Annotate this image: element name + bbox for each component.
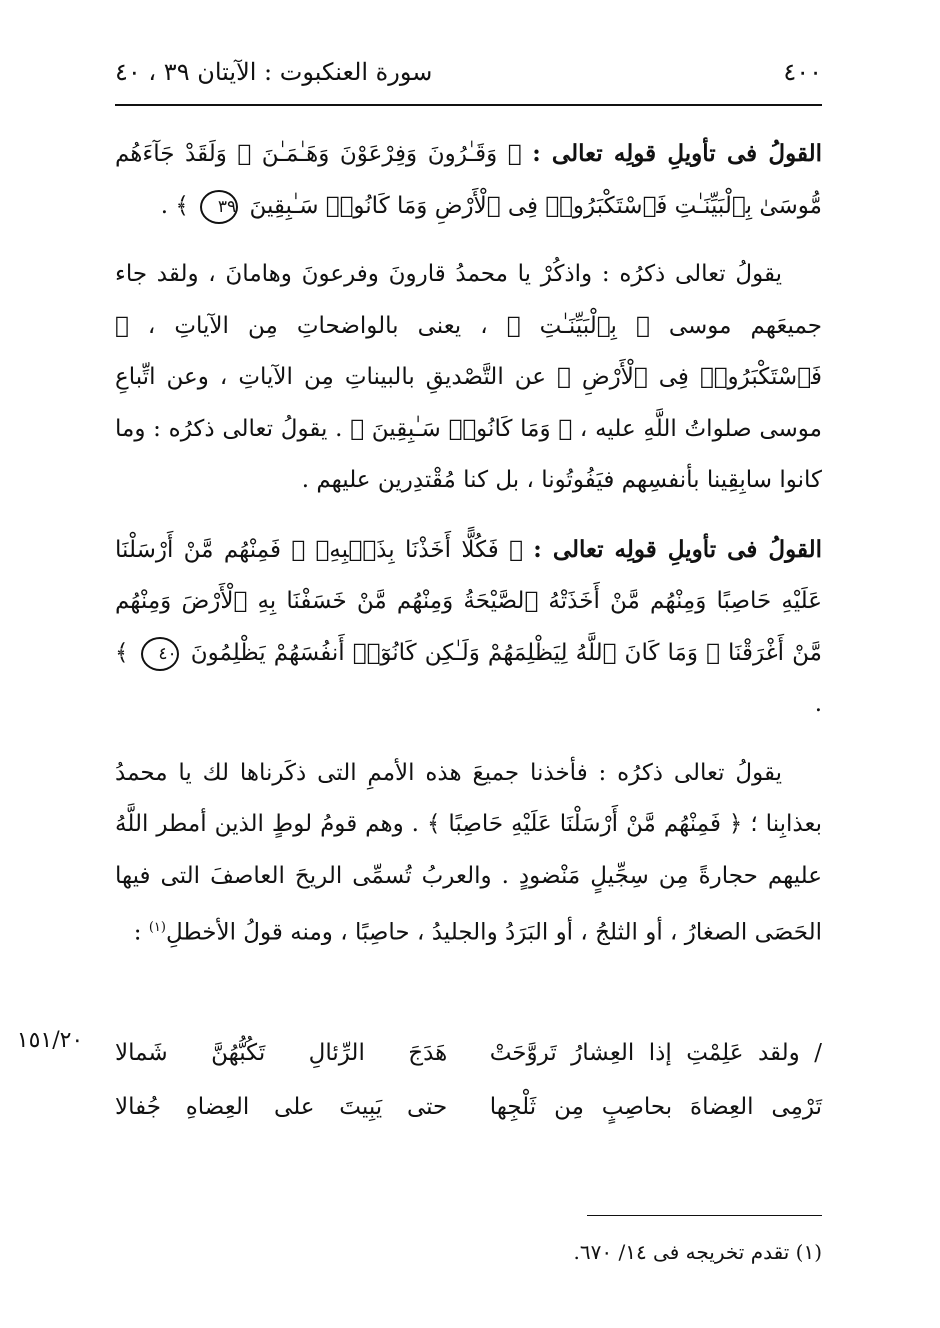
commentary-paragraph	[115, 748, 822, 960]
footnote: (١) تقدم تخريجه فى ١٤/ ٦٧٠.	[573, 1240, 822, 1264]
footnote-marker: (١)	[148, 920, 166, 935]
verse-close: ﴾ .	[160, 192, 189, 219]
heading-lead: القولُ فى تأويلِ قولِه تعالى :	[533, 535, 822, 563]
footnote-rule	[587, 1215, 822, 1216]
verse-close: ﴾ .	[115, 639, 822, 717]
poem-verse	[115, 1080, 822, 1134]
hemistich-first: / ولقد عَلِمْتِ إذا العِشارُ تَروَّحَتْ	[489, 1040, 822, 1066]
commentary-text: يقولُ تعالى ذكرُه : فأخذنا جميعَ هذه الأممِ التى ذكَرناها لك يا محمدُ بعذابِنا ؛ ﴿ فَمِنْهُم مَّنْ أَرْسَلْنَا عَلَيْهِ حَاصِبًا ﴾ . وهم قومُ لوطٍ الذين أمطر اللَّهُ عليهم حجارةً مِن سِجِّيلٍ مَنْضودٍ . والعربُ تُسمِّى الريحَ العاصفَ التى فيها الحَصَى الصغارُ ، أو الثلجُ ، أو البَرَدُ والجليدُ ، حاصِبًا ، ومنه قولُ الأخطلِ	[115, 759, 822, 946]
section-heading-39	[115, 128, 822, 232]
quran-verse-39: ﴿ وَقَـٰرُونَ وَفِرْعَوْنَ وَهَـٰمَـٰنَ ۖ وَلَقَدْ جَآءَهُم مُّوسَىٰ بِٱلْبَيِّنَـٰتِ فَٱسْتَكْبَرُوا۟ فِى ٱلْأَرْضِ وَمَا كَانُوا۟ سَـٰبِقِينَ	[115, 141, 822, 219]
header-rule	[115, 104, 822, 106]
hemistich-first: تَرْمِى العِضاهَ بحاصِبٍ مِن ثَلْجِها	[489, 1094, 822, 1120]
hemistich-second: حتى يَبِيتَ على العِضاهِ جُفالا	[115, 1094, 448, 1120]
ayah-number-marker: ٣٩	[200, 190, 238, 224]
main-text	[115, 128, 822, 959]
hemistich-second: هَدَجَ الرِّئالِ تَكُبُّهُنَّ شَمالا	[115, 1040, 448, 1066]
heading-lead: القولُ فى تأويلِ قولِه تعالى :	[532, 140, 822, 167]
poem-block	[115, 1026, 822, 1134]
quran-verse-40: ﴿ فَكُلًّا أَخَذْنَا بِذَنۢبِهِۦ ۖ فَمِنْهُم مَّنْ أَرْسَلْنَا عَلَيْهِ حَاصِبًا وَمِنْهُم مَّنْ أَخَذَتْهُ ٱلصَّيْحَةُ وَمِنْهُم مَّنْ خَسَفْنَا بِهِ ٱلْأَرْضَ وَمِنْهُم مَّنْ أَغْرَقْنَا ۚ وَمَا كَانَ ٱللَّهُ لِيَظْلِمَهُمْ وَلَـٰكِن كَانُوٓا۟ أَنفُسَهُمْ يَظْلِمُونَ	[115, 536, 822, 666]
commentary-paragraph: يقولُ تعالى ذكرُه : واذكُرْ يا محمدُ قارونَ وفرعونَ وهامانَ ، ولقد جاء جميعَهم موسى ﴿ بِٱلْبَيِّنَـٰتِ ﴾ ، يعنى بالواضحاتِ مِن الآياتِ ، ﴿ فَٱسْتَكْبَرُوا۟ فِى ٱلْأَرْضِ ﴾ عن التَّصْديقِ بالبيناتِ مِن الآياتِ ، وعن اتِّباعِ موسى صلواتُ اللَّهِ عليه ، ﴿ وَمَا كَانُوا۟ سَـٰبِقِينَ ﴾ . يقولُ تعالى ذكرُه : وما كانوا سابِقِينا بأنفسِهم فيَفُوتُونا ، بل كنا مُقْتدِرين عليهم .	[115, 261, 822, 493]
margin-reference: ١٥١/٢٠	[16, 1028, 84, 1053]
running-title: سورة العنكبوت : الآيتان ٣٩ ، ٤٠	[115, 58, 433, 86]
page-number: ٤٠٠	[783, 58, 822, 86]
section-heading-40	[115, 524, 822, 731]
commentary-text-end: :	[133, 919, 149, 946]
poem-verse	[115, 1026, 822, 1080]
page-header	[115, 52, 822, 92]
ayah-number-marker: ٤٠	[141, 637, 179, 671]
